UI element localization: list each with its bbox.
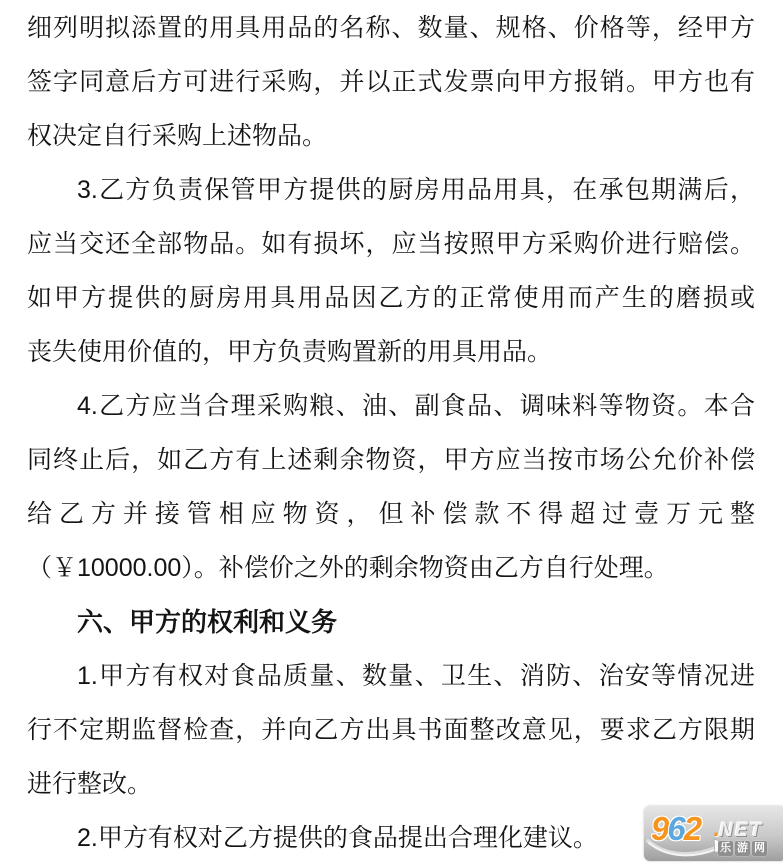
- watermark-cn-name: [718, 841, 767, 856]
- text-line: 丧失使用价值的，甲方负责购置新的用具用品。: [27, 338, 553, 366]
- watermark-cn-char: 游: [737, 842, 748, 854]
- text-line: 如甲方提供的厨房用具用品因乙方的正常使用而产生的磨损或: [27, 284, 755, 312]
- text-line: 1.甲方有权对食品质量、数量、卫生、消防、治安等情况进: [77, 662, 755, 690]
- watermark-dotnet: [713, 818, 763, 840]
- text-line: 3.乙方负责保管甲方提供的厨房用品用具，在承包期满后，: [77, 176, 755, 204]
- text-line: 4.乙方应当合理采购粮、油、副食品、调味料等物资。本合: [77, 392, 755, 420]
- text-line: 2.甲方有权对乙方提供的食品提出合理化建议。: [77, 824, 598, 852]
- text-line: 签字同意后方可进行采购，并以正式发票向甲方报销。甲方也有: [27, 68, 755, 96]
- watermark-cn-char: 乐: [720, 842, 731, 854]
- watermark-digit: 9: [651, 810, 668, 847]
- watermark-net-label: NET: [719, 820, 764, 841]
- section-heading: 六、甲方的权利和义务: [77, 607, 338, 637]
- watermark-962-digits: [651, 812, 700, 845]
- text-line: 给乙方并接管相应物资，但补偿款不得超过壹万元整: [27, 500, 755, 528]
- text-line: （￥10000.00）。补偿价之外的剩余物资由乙方自行处理。: [27, 554, 669, 582]
- watermark-digit: 6: [667, 810, 684, 847]
- text-line: 行不定期监督检查，并向乙方出具书面整改意见，要求乙方限期: [27, 716, 755, 744]
- watermark-digit: 2: [683, 810, 701, 847]
- text-line: 权决定自行采购上述物品。: [27, 122, 328, 150]
- text-line: 细列明拟添置的用具用品的名称、数量、规格、价格等，经甲方: [27, 14, 755, 42]
- text-line: 同终止后，如乙方有上述剩余物资，甲方应当按市场公允价补偿: [27, 446, 755, 474]
- watermark-cn-char: 网: [754, 842, 765, 854]
- text-line: 进行整改。: [27, 770, 153, 798]
- watermark-dot: .: [713, 816, 720, 841]
- leyou-962net-watermark: [644, 806, 783, 861]
- text-line: 应当交还全部物品。如有损坏，应当按照甲方采购价进行赔偿。: [27, 230, 755, 258]
